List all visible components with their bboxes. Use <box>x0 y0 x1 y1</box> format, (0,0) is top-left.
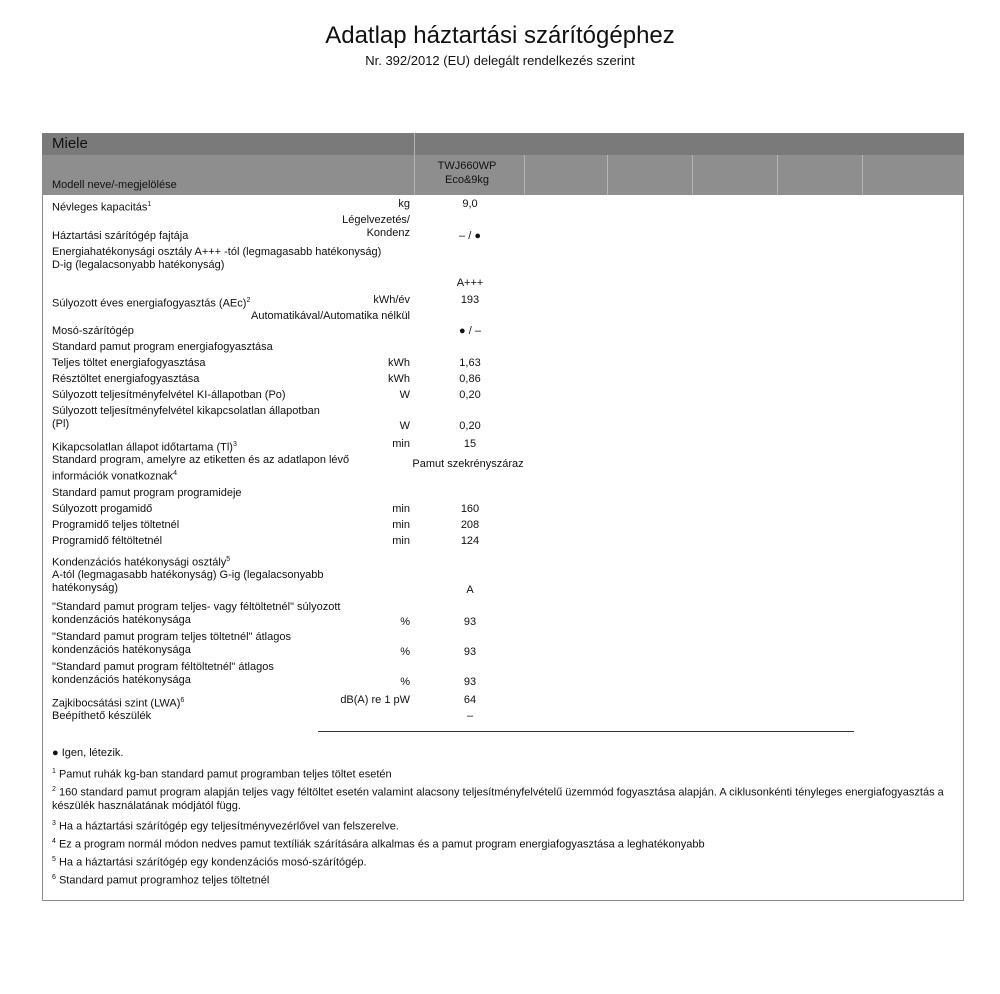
row-label: Súlyozott teljesítményfelvétel KI-állapotban (Po) <box>52 389 286 401</box>
row-unit: min <box>392 535 410 547</box>
row-label: "Standard pamut program teljes- vagy féltöltetnél" súlyozott kondenzációs hatékonysága <box>52 601 341 626</box>
row-label: "Standard pamut program féltöltetnél" átlagos kondenzációs hatékonysága <box>52 661 274 686</box>
table-bottom-rule <box>318 731 854 732</box>
row-value: 0,86 <box>459 373 481 385</box>
page-title: Adatlap háztartási szárítógéphez <box>325 22 675 49</box>
row-label: Zajkibocsátási szint (LWA) <box>52 697 181 710</box>
table-row <box>0 601 1000 629</box>
row-value: ● / – <box>459 325 481 337</box>
row-unit: kWh <box>388 357 410 369</box>
row-label: Mosó-szárítógép <box>52 325 134 337</box>
table-row: Standard program, amelyre az etiketten és az adatlapon lévő információk vonatkoznak$^4$ Pamut szekrényszáraz <box>0 454 1000 484</box>
row-label: A-tól (legmagasabb hatékonyság) G-ig (legalacsonyabb hatékonyság) <box>52 569 324 594</box>
table-row <box>0 405 1000 433</box>
row-value: 15 <box>463 438 477 450</box>
row-value: 93 <box>463 616 477 628</box>
row-label: Névleges kapacitás <box>52 201 148 214</box>
row-value: 160 <box>460 503 480 515</box>
row-label: Standard pamut program energiafogyasztása <box>52 341 273 353</box>
row-unit: W <box>399 420 410 432</box>
row-label: Súlyozott éves energiafogyasztás (AEc) <box>52 297 247 310</box>
row-value: 93 <box>463 646 477 658</box>
row-value: – <box>466 710 474 722</box>
model-variant: Eco&9kg <box>444 174 490 186</box>
table-row <box>0 631 1000 659</box>
table-row <box>0 246 1000 290</box>
row-label: Súlyozott progamidő <box>52 503 153 515</box>
brand-name: Miele <box>52 135 88 152</box>
row-unit: Automatikával/Automatika nélkül <box>251 310 410 322</box>
model-label: Modell neve/-megjelölése <box>52 179 177 191</box>
row-value: 9,0 <box>462 198 478 210</box>
row-label: Súlyozott teljesítményfelvétel kikapcsolatlan állapotban (Pl) <box>52 405 320 430</box>
row-label: Kikapcsolatlan állapot időtartama (Tl) <box>52 441 233 454</box>
row-value: A+++ <box>456 277 484 289</box>
row-unit: W <box>399 389 410 401</box>
table-row <box>0 569 1000 599</box>
row-label: Programidő féltöltetnél <box>52 535 163 547</box>
row-label: Kondenzációs hatékonysági osztály <box>52 556 227 569</box>
row-value: A <box>466 584 474 596</box>
row-unit: % <box>400 646 410 658</box>
row-value: 0,20 <box>459 420 481 432</box>
row-value: 1,63 <box>459 357 481 369</box>
row-value: 124 <box>460 535 480 547</box>
footnote: $^5$ Ha a háztartási szárítógép egy kondenzációs mosó-szárítógép. <box>52 856 367 869</box>
row-unit: dB(A) re 1 pW <box>340 694 410 706</box>
row-value: 193 <box>460 294 480 306</box>
row-label: Beépíthető készülék <box>52 710 152 722</box>
model-name: TWJ660WP <box>437 160 497 172</box>
page-subtitle: Nr. 392/2012 (EU) delegált rendelkezés szerint <box>365 53 635 68</box>
row-label: "Standard pamut program teljes töltetnél" átlagos kondenzációs hatékonysága <box>52 631 291 656</box>
row-unit: kWh <box>388 373 410 385</box>
row-value: – / ● <box>459 230 481 242</box>
table-row <box>0 310 1000 338</box>
row-unit: % <box>400 616 410 628</box>
row-value: Pamut szekrényszáraz <box>412 458 524 470</box>
table-header <box>42 133 964 195</box>
row-unit: kg <box>398 198 410 210</box>
row-unit: min <box>392 503 410 515</box>
footnote: $^3$ Ha a háztartási szárítógép egy teljesítményvezérlővel van felszerelve. <box>52 820 399 833</box>
row-unit: min <box>392 519 410 531</box>
row-value: 64 <box>463 694 477 706</box>
row-unit: kWh/év <box>373 294 410 306</box>
row-value: 93 <box>463 676 477 688</box>
row-unit: % <box>400 676 410 688</box>
footnote: $^1$ Pamut ruhák kg-ban standard pamut programban teljes töltet esetén <box>52 768 392 781</box>
row-unit: Légelvezetés/ Kondenz <box>342 214 410 239</box>
model-column-header <box>412 155 522 199</box>
row-label: Energiahatékonysági osztály A+++ -tól (legmagasabb hatékonyság) D-ig (legalacsonyabb hatékonyság) <box>52 246 382 271</box>
row-label: Standard program, amelyre az etiketten és az adatlapon lévő információk vonatkoznak <box>52 454 350 483</box>
row-label: Programidő teljes töltetnél <box>52 519 180 531</box>
row-value: 0,20 <box>459 389 481 401</box>
table-row <box>0 661 1000 689</box>
footnote: $^4$ Ez a program normál módon nedves pamut textíliák szárítására alkalmas és a pamut program energiafogyasztása a leghatékonyabb <box>52 838 705 851</box>
row-label: Standard pamut program programideje <box>52 487 242 499</box>
row-label: Résztöltet energiafogyasztása <box>52 373 200 385</box>
row-label: Háztartási szárítógép fajtája <box>52 230 189 242</box>
footnote: $^2$ 160 standard pamut program alapján teljes vagy féltöltet esetén valamint alacsony teljesítményfelvételű üzemmód fogyasztása alapján. A ciklusonkénti tényleges energiafogyasztás a készülék használatának módjától függ. <box>52 786 944 812</box>
table-row <box>0 214 1000 242</box>
footnote: ● Igen, létezik. <box>52 747 124 759</box>
row-unit: min <box>392 438 410 450</box>
footnote: $^6$ Standard pamut programhoz teljes töltetnél <box>52 874 270 887</box>
row-value: 208 <box>460 519 480 531</box>
row-label: Teljes töltet energiafogyasztása <box>52 357 206 369</box>
